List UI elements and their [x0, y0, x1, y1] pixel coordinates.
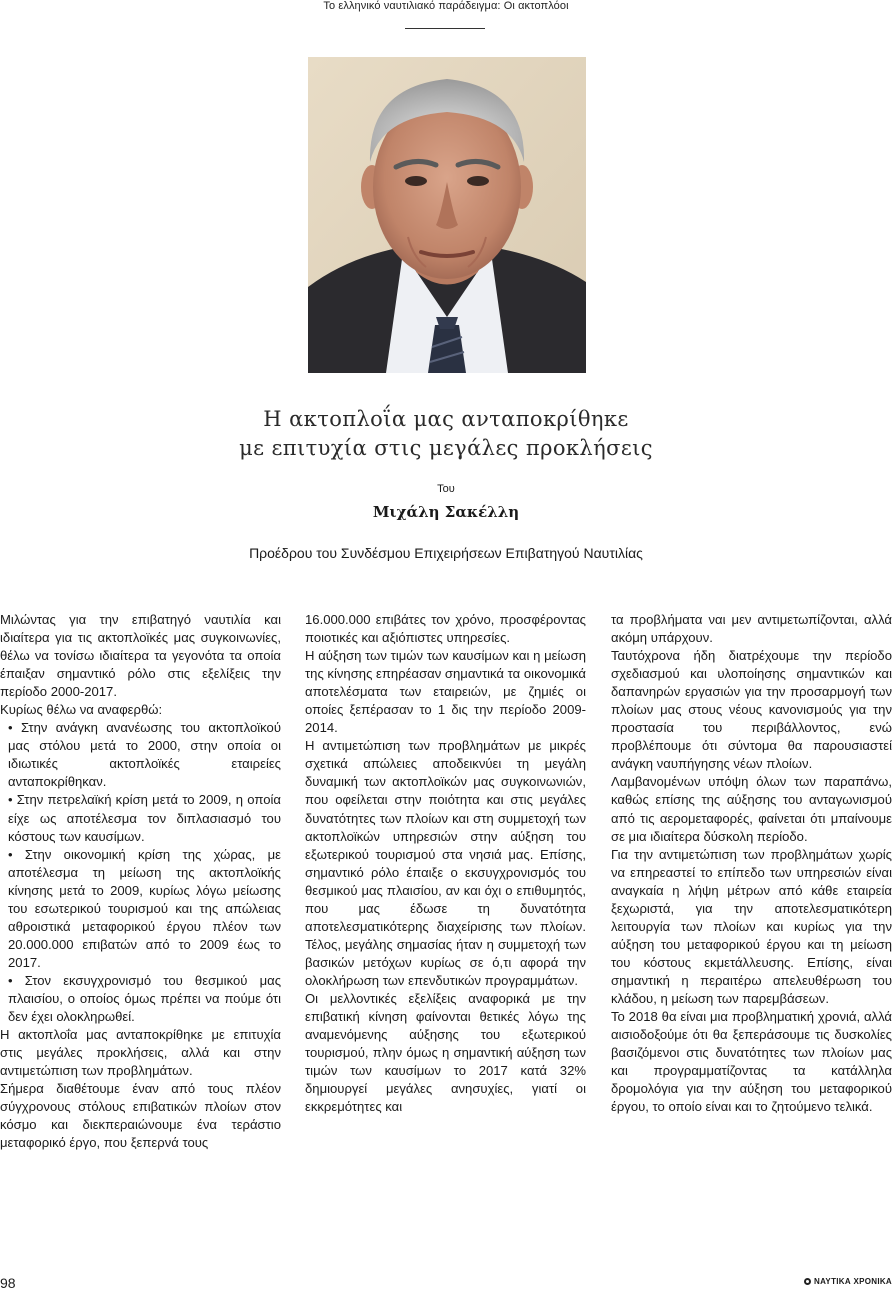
title-line-1: Η ακτοπλοΐα μας ανταποκρίθηκε — [263, 407, 629, 431]
bullet-item: • Στην πετρελαϊκή κρίση μετά το 2009, η οποία είχε ως αποτέλεσμα τον διπλασιασμό του κόστους των καυσίμων. — [8, 792, 281, 844]
paragraph: Λαμβανομένων υπόψη όλων των παραπάνω, καθώς επίσης της αύξησης του ανταγωνισμού από τις αερομεταφορές, φαίνεται ότι μπαίνουμε σε μια ιδιαίτερα δύσκολη περίοδο. — [611, 774, 892, 844]
footer-brand — [804, 1277, 892, 1286]
article-column-2 — [305, 611, 586, 1116]
bullet-item: • Στον εκσυγχρονισμό του θεσμικού μας πλαισίου, ο οποίος όμως πρέπει να πούμε ότι δεν έχει ολοκληρωθεί. — [8, 972, 281, 1025]
paragraph: Η αύξηση των τιμών των καυσίμων και η μείωση της κίνησης επηρέασαν σημαντικά τα οικονομικά αποτελέσματα των εταιρειών, με ζημιές οι οποίες ξεπέρασαν το 1 δις την περίοδο 2009-2014. — [305, 648, 586, 736]
paragraph: Μιλώντας για την επιβατηγό ναυτιλία και ιδιαίτερα για τις ακτοπλοϊκές μας συγκοινωνίες, θέλω να τονίσω ιδιαίτερα τα γεγονότα τα οποία έπαιξαν σημαντικό ρόλο στις εξελίξεις την περίοδο 2000-2017. — [0, 612, 281, 700]
footer-brand-label: ΝΑΥΤΙΚΑ ΧΡΟΝΙΚΑ — [814, 1277, 892, 1286]
paragraph: Οι μελλοντικές εξελίξεις αναφορικά με την επιβατική κίνηση φαίνονται θετικές λόγω της αναμενόμενης αύξησης του εξωτερικού τουρισμού, πλην όμως η σημαντική αύξηση των τιμών των καυσίμων το 2017 κατά 32% δημιουργεί μεγάλες ανησυχίες, γιατί οι εκκρεμότητες και — [305, 990, 586, 1115]
article-column-1 — [0, 611, 281, 1152]
header-rule — [405, 28, 485, 29]
paragraph: Ταυτόχρονα ήδη διατρέχουμε την περίοδο σχεδιασμού και υλοποίησης σημαντικών και δαπανηρών εργασιών για την προσαρμογή των πλοίων μας στους νέους κανονισμούς για την προστασία του περιβάλλοντος, ενώ προβλέπουμε ότι σύντομα θα παρουσιαστεί ανάγκη ναυπήγησης νέων πλοίων. — [611, 648, 892, 772]
paragraph: 16.000.000 επιβάτες τον χρόνο, προσφέροντας ποιοτικές και αξιόπιστες υπηρεσίες. — [305, 612, 586, 646]
paragraph: Η ακτοπλοΐα μας ανταποκρίθηκε με επιτυχία στις μεγάλες προκλήσεις, αλλά και στην αντιμετώπιση των προβλημάτων. — [0, 1027, 281, 1079]
paragraph: Σήμερα διαθέτουμε έναν από τους πλέον σύγχρονους στόλους επιβατικών πλοίων στον κόσμο και διεκπεραιώνουμε ένα τεράστιο μεταφορικό έργο, που ξεπερνά τους — [0, 1081, 281, 1151]
paragraph: Το 2018 θα είναι μια προβληματική χρονιά, αλλά αισιοδοξούμε ότι θα ξεπεράσουμε τις δυσκολίες βασιζόμενοι στις δυνατότητες των πλοίων μας και προγραμματίζοντας τα κατάλληλα δρομολόγια για την αύξηση του μεταφορικού έργου, το οποίο είναι και το ζητούμενο τελικά. — [611, 1009, 892, 1115]
running-head: Το ελληνικό ναυτιλιακό παράδειγμα: Οι ακτοπλόοι — [323, 0, 569, 12]
portrait-photo — [308, 57, 586, 373]
author-role: Προέδρου του Συνδέσμου Επιχειρήσεων Επιβατηγού Ναυτιλίας — [249, 545, 643, 561]
page-number: 98 — [0, 1275, 16, 1291]
article-column-3 — [611, 611, 892, 1116]
title-line-2: με επιτυχία στις μεγάλες προκλήσεις — [239, 436, 653, 460]
paragraph: Η αντιμετώπιση των προβλημάτων με μικρές σχετικά απώλειες αποδεικνύει τη μεγάλη δυναμική των ακτοπλοϊκών μας συγκοινωνιών, που οφείλεται στην ποιότητα και στις μεγάλες δυνατότητες των πλοίων και στη συμμετοχή των ακτοπλοϊκών υπηρεσιών στην αύξηση του εξωτερικού τουρισμού στα νησιά μας. Επίσης, σημαντικό ρόλο έπαιξε ο εκσυγχρονισμός του θεσμικού μας πλαισίου, αν και όχι ο επιθυμητός, που μας έδωσε τη δυνατότητα αποτελεσματικότερης διαχείρισης των πλοίων. Τέλος, μεγάλης σημασίας ήταν η συμμετοχή των βασικών μετόχων κυρίως σε ό,τι αφορά την ολοκλήρωση των επενδυτικών προγραμμάτων. — [305, 738, 586, 988]
paragraph: Κυρίως θέλω να αναφερθώ: — [0, 702, 163, 718]
article-title — [0, 405, 892, 463]
paragraph: τα προβλήματα ναι μεν αντιμετωπίζονται, αλλά ακόμη υπάρχουν. — [611, 612, 892, 646]
brand-logo-icon — [804, 1278, 811, 1285]
bullet-item: • Στην οικονομική κρίση της χώρας, με αποτέλεσμα τη μείωση της ακτοπλοϊκής κίνησης μετά το 2009, κυρίως λόγω μείωσης του εσωτερικού τουρισμού και της απώλειας αθροιστικά μεταφορικού έργου πλέον των 20.000.000 επιβατών από το 2009 έως το 2017. — [8, 846, 281, 970]
author-name: Μιχάλη Σακέλλη — [372, 503, 520, 521]
paragraph: Για την αντιμετώπιση των προβλημάτων χωρίς να επηρεαστεί το επίπεδο των υπηρεσιών είναι αναγκαία η λήψη μέτρων από κάθε εταιρεία ξεχωριστά, για την αποτελεσματικότερη λειτουργία των πλοίων και κυρίως για την αύξηση του μεταφορικού έργου και τη μείωση του κόστους εκμετάλλευσης. Επίσης, είναι σημαντική η περαιτέρω απελευθέρωση του κλάδου, η μείωση των παρεμβάσεων. — [611, 846, 892, 1006]
byline-prefix: Του — [437, 483, 455, 495]
bullet-item: • Στην ανάγκη ανανέωσης του ακτοπλοϊκού μας στόλου μετά το 2000, στην οποία οι ιδιωτικές ακτοπλοϊκές εταιρείες ανταποκρίθηκαν. — [8, 720, 281, 790]
